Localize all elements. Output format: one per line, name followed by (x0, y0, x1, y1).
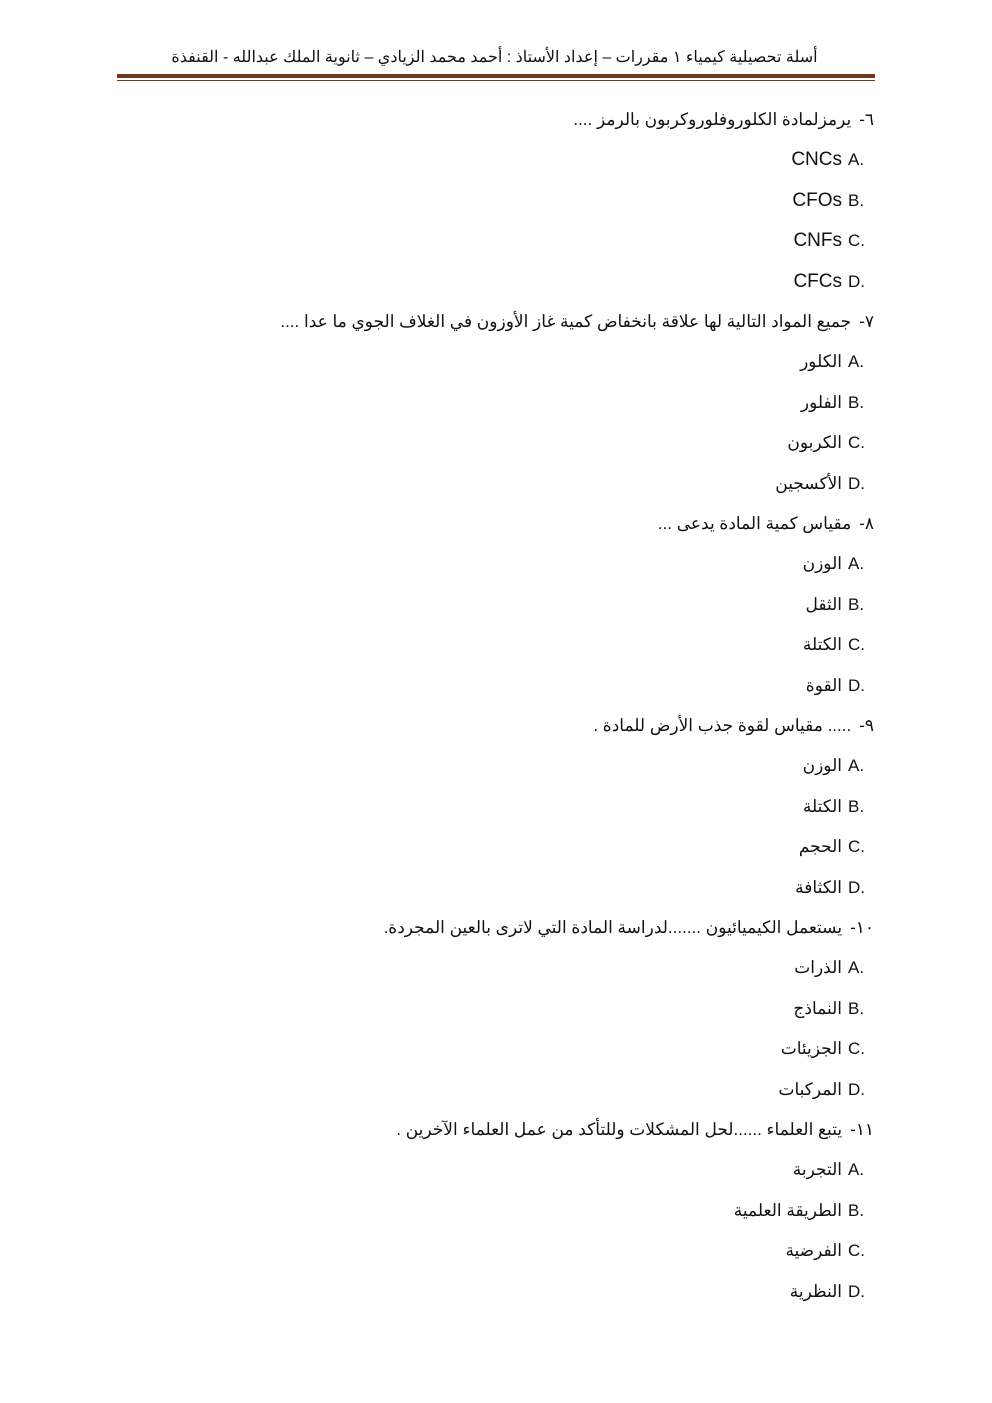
header-divider-thin (117, 80, 875, 81)
option-c (114, 827, 874, 868)
option-letter: D. (848, 271, 865, 291)
option-c (114, 1231, 874, 1272)
option-b (114, 989, 874, 1030)
option-text: CNCs (791, 149, 842, 170)
option-text: CFOs (792, 189, 842, 211)
question-9 (114, 706, 874, 746)
option-letter: A. (848, 352, 865, 371)
question-text: يرمزلمادة الكلوروفلوروكربون بالرمز .... (573, 110, 852, 129)
question-text: ..... مقياس لقوة جذب الأرض للمادة . (593, 716, 852, 735)
option-letter: B. (848, 796, 865, 816)
option-letter: D. (848, 675, 865, 695)
question-number: ١٠- (850, 918, 874, 937)
option-text: الحجم (798, 837, 842, 856)
option-text: التجربة (792, 1160, 842, 1179)
question-11 (114, 1110, 874, 1150)
option-letter: A. (848, 958, 865, 977)
option-b (114, 585, 874, 626)
question-10 (114, 908, 874, 948)
question-list (114, 100, 874, 1312)
option-letter: B. (848, 998, 865, 1018)
option-c (114, 625, 874, 666)
option-letter: C. (848, 1039, 865, 1058)
option-text: الوزن (802, 554, 842, 573)
question-number: ١١- (850, 1120, 874, 1139)
option-text: CNFs (793, 230, 842, 251)
option-b (114, 787, 874, 828)
option-text: الأكسجين (775, 473, 842, 493)
question-number: ٧- (859, 312, 874, 331)
option-letter: B. (848, 1200, 865, 1220)
option-letter: A. (848, 1160, 865, 1179)
option-text: النظرية (789, 1281, 842, 1301)
option-text: الكثافة (795, 877, 842, 897)
option-letter: D. (848, 877, 865, 897)
option-text: النماذج (793, 998, 842, 1018)
option-text: الجزيئات (780, 1039, 842, 1058)
option-a (114, 1150, 874, 1191)
question-number: ٨- (859, 514, 874, 533)
question-text: مقياس كمية المادة يدعى ... (657, 514, 852, 533)
question-text: يتبع العلماء ......لحل المشكلات وللتأكد من عمل العلماء الآخرين . (396, 1120, 843, 1139)
option-c (114, 423, 874, 464)
option-letter: C. (848, 1241, 865, 1260)
option-text: الطريقة العلمية (733, 1200, 842, 1220)
option-d (114, 464, 874, 505)
option-letter: C. (848, 231, 865, 250)
option-letter: B. (848, 190, 865, 210)
option-text: الثقل (805, 594, 842, 614)
option-letter: A. (848, 150, 865, 169)
option-text: الكربون (787, 433, 842, 452)
option-text: المركبات (778, 1079, 842, 1099)
option-text: الذرات (794, 958, 842, 977)
option-text: الوزن (802, 756, 842, 775)
option-b (114, 383, 874, 424)
header-title: أسلة تحصيلية كيمياء ١ مقررات – إعداد الأستاذ : أحمد محمد الزيادي – ثانوية الملك عبدالله - القنفذة (171, 49, 818, 66)
option-letter: C. (848, 635, 865, 654)
option-a (114, 948, 874, 989)
option-text: الفرضية (785, 1241, 842, 1260)
option-letter: B. (848, 594, 865, 614)
option-letter: B. (848, 392, 865, 412)
option-a (114, 140, 874, 181)
question-text: يستعمل الكيميائيون .......لدراسة المادة التي لاترى بالعين المجردة. (383, 918, 843, 937)
option-d (114, 666, 874, 707)
option-letter: D. (848, 1079, 865, 1099)
option-letter: D. (848, 1281, 865, 1301)
option-c (114, 221, 874, 262)
option-d (114, 1272, 874, 1313)
option-text: الفلور (800, 392, 842, 412)
option-text: CFCs (793, 270, 842, 292)
option-letter: A. (848, 554, 865, 573)
question-6 (114, 100, 874, 140)
option-letter: D. (848, 473, 865, 493)
option-text: الكلور (800, 352, 842, 371)
option-b (114, 1191, 874, 1232)
option-a (114, 746, 874, 787)
option-a (114, 342, 874, 383)
question-7 (114, 302, 874, 342)
option-a (114, 544, 874, 585)
option-b (114, 181, 874, 222)
question-text: جميع المواد التالية لها علاقة بانخفاض كمية غاز الأوزون في الغلاف الجوي ما عدا .... (280, 312, 852, 331)
header-divider-thick (117, 74, 875, 78)
option-text: الكتلة (802, 796, 842, 816)
option-c (114, 1029, 874, 1070)
option-d (114, 262, 874, 303)
option-letter: A. (848, 756, 865, 775)
option-letter: C. (848, 433, 865, 452)
question-8 (114, 504, 874, 544)
question-number: ٦- (859, 110, 874, 129)
option-letter: C. (848, 837, 865, 856)
option-text: القوة (805, 675, 842, 695)
option-d (114, 1070, 874, 1111)
question-number: ٩- (859, 716, 874, 735)
option-d (114, 868, 874, 909)
option-text: الكتلة (802, 635, 842, 654)
